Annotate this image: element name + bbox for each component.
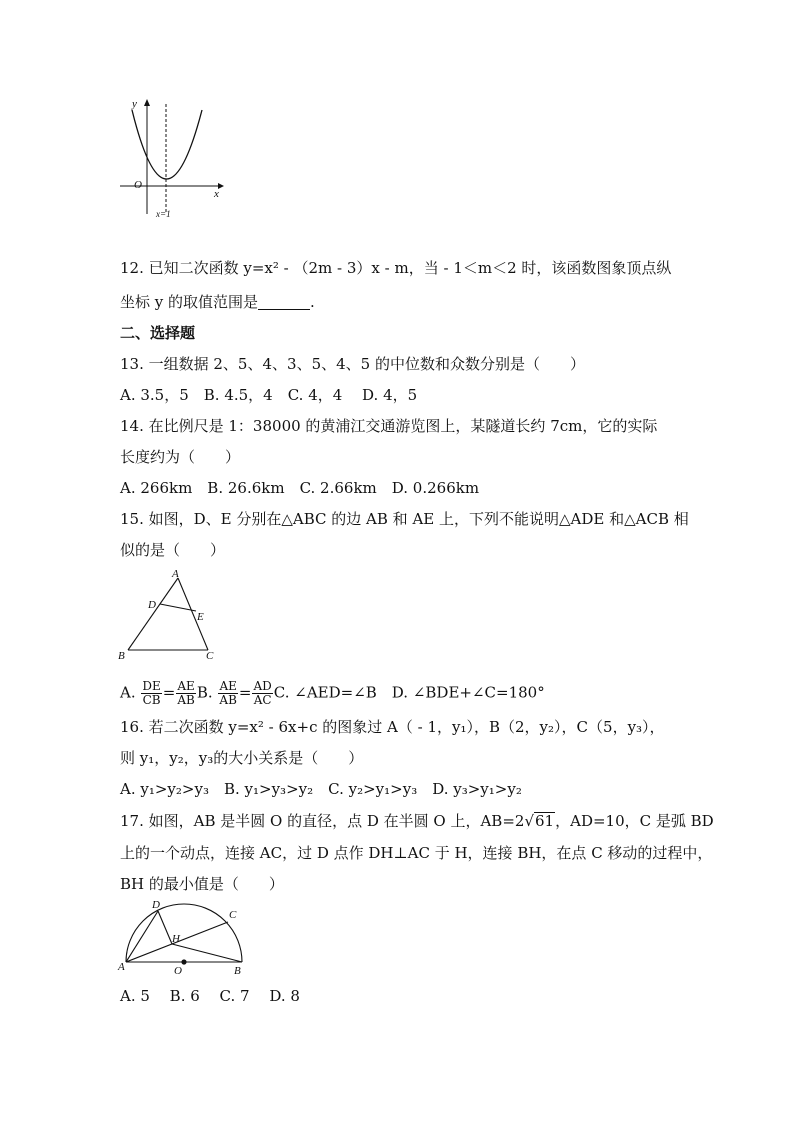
semicircle-figure xyxy=(116,896,250,978)
fraction-numerator: AE xyxy=(219,679,237,693)
q15-options xyxy=(120,680,545,707)
q13-stem: 13. 一组数据 2、5、4、3、5、4、5 的中位数和众数分别是（ ） xyxy=(120,355,585,373)
q15-opt-b-eq: = xyxy=(238,683,252,702)
radical-sign: √ xyxy=(524,812,535,830)
q17-line2: 上的一个动点，连接 AC，过 D 点作 DH⊥AC 于 H，连接 BH，在点 C 移动的过程中， xyxy=(120,844,713,862)
segment-dh xyxy=(158,911,172,944)
section-title: 二、选择题 xyxy=(120,324,196,342)
x-axis-label: x xyxy=(214,188,219,200)
fraction-denominator: AB xyxy=(219,693,237,707)
y-axis-label: y xyxy=(132,98,137,110)
point-a-label: A xyxy=(118,961,125,973)
origin-label: O xyxy=(134,179,142,191)
fraction-ae-ab xyxy=(176,680,195,707)
side-ab xyxy=(128,578,178,650)
radicand: 61 xyxy=(535,812,555,830)
q15-line1: 15. 如图，D、E 分别在△ABC 的边 AB 和 AE 上，下列不能说明△ADE 和△ACB 相 xyxy=(120,510,689,528)
fraction-denominator: CB xyxy=(142,693,161,707)
q12-line2 xyxy=(120,292,315,312)
q12-line1: 12. 已知二次函数 y=x² - （2m - 3）x - m，当 - 1＜m＜2 时，该函数图象顶点纵 xyxy=(120,259,672,277)
q17-line1 xyxy=(120,811,714,831)
q13-options: A. 3.5，5 B. 4.5，4 C. 4，4 D. 4，5 xyxy=(120,386,418,404)
vertex-c-label: C xyxy=(206,650,214,662)
segment-bh xyxy=(172,944,242,962)
q16-line1: 16. 若二次函数 y=x² - 6x+c 的图象过 A（ - 1，y₁），B（2，y₂），C（5，y₃）， xyxy=(120,718,665,736)
q14-line1: 14. 在比例尺是 1：38000 的黄浦江交通游览图上，某隧道长约 7cm，它的实际 xyxy=(120,417,658,435)
point-d-label: D xyxy=(152,899,160,911)
y-axis-arrow xyxy=(144,99,150,106)
fraction-de-cb xyxy=(141,680,161,707)
q15-opt-a-label: A. xyxy=(120,683,136,702)
q14-line2: 长度约为（ ） xyxy=(120,448,241,466)
point-b-label: B xyxy=(234,965,241,977)
semicircle-arc xyxy=(126,904,242,962)
q12-line2-pre: 坐标 y 的取值范围是 xyxy=(120,293,259,311)
q15-line2: 似的是（ ） xyxy=(120,541,226,559)
triangle-figure xyxy=(116,566,220,662)
parabola-figure xyxy=(118,96,226,222)
q17-line3: BH 的最小值是（ ） xyxy=(120,875,284,893)
vertex-b-label: B xyxy=(118,650,125,662)
vertex-a-label: A xyxy=(172,568,179,580)
q16-line2: 则 y₁，y₂，y₃的大小关系是（ ） xyxy=(120,749,364,767)
q17-options: A. 5 B. 6 C. 7 D. 8 xyxy=(120,987,300,1005)
fraction-numerator: DE xyxy=(142,679,161,693)
q17-line1-pre: 17. 如图，AB 是半圆 O 的直径，点 D 在半圆 O 上，AB=2 xyxy=(120,812,525,830)
q14-options: A. 266km B. 26.6km C. 2.66km D. 0.266km xyxy=(120,479,480,497)
center-o-dot xyxy=(181,959,186,964)
chord-ad xyxy=(126,911,158,962)
point-h-label: H xyxy=(172,933,180,945)
fraction-numerator: AD xyxy=(253,679,272,693)
fraction-ad-ac xyxy=(252,680,272,707)
fraction-denominator: AC xyxy=(253,693,272,707)
point-d-label: D xyxy=(148,599,156,611)
q15-opt-b-label: B. xyxy=(196,683,213,702)
q17-line1-post: ，AD=10，C 是弧 BD xyxy=(555,812,714,830)
answer-blank xyxy=(258,295,310,310)
q16-options: A. y₁>y₂>y₃ B. y₁>y₃>y₂ C. y₂>y₁>y₃ D. y₃>y₁>y₂ xyxy=(120,780,522,798)
fraction-numerator: AE xyxy=(177,679,195,693)
point-o-label: O xyxy=(174,965,182,977)
point-e-label: E xyxy=(197,611,204,623)
parabola-curve xyxy=(132,110,202,179)
q12-line2-post: . xyxy=(310,293,315,311)
q15-opt-a-eq: = xyxy=(162,683,176,702)
fraction-ae-ab-b xyxy=(218,680,237,707)
symmetry-axis-label: x=1 xyxy=(156,209,171,219)
q15-opt-cd: C. ∠AED=∠B D. ∠BDE+∠C=180° xyxy=(273,683,545,702)
x-axis-arrow xyxy=(218,183,224,189)
point-c-label: C xyxy=(229,909,237,921)
fraction-denominator: AB xyxy=(177,693,195,707)
